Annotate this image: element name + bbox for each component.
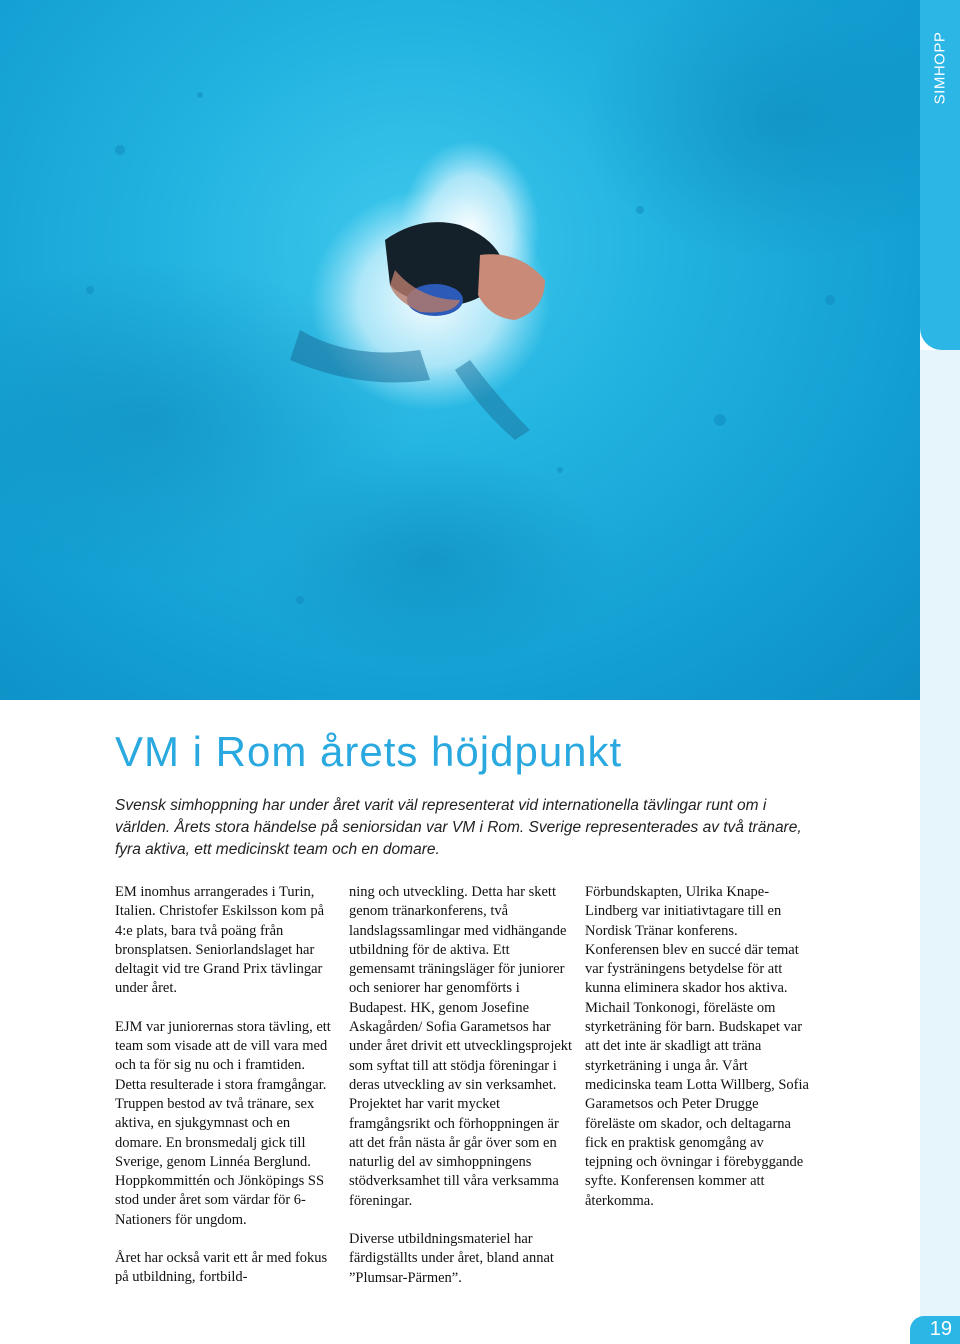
section-tab-label: SIMHOPP [931, 31, 949, 105]
diver-entering-pool-photo [0, 0, 920, 700]
section-tab [920, 0, 960, 350]
text-column-2 [349, 883, 574, 1307]
page-number-box [910, 1316, 960, 1344]
text-column-3 [585, 883, 810, 1230]
paragraph: Diverse utbildningsmateriel har färdigställts under året, bland annat ”Plumsar-Pärmen”. [349, 1231, 554, 1286]
text-column-1 [115, 883, 340, 1307]
side-margin-bar [920, 350, 960, 1344]
paragraph: EM inomhus arrangerades i Turin, Italien. Christofer Eskilsson kom på 4:e plats, bara två poäng från bronsplatsen. Seniorlandslaget har deltagit vid tre Grand Prix tävlingar under året. [115, 884, 325, 997]
paragraph: Förbundskapten, Ulrika Knape-Lindberg var initiativtagare till en Nordisk Tränar konferens. Konferensen blev en succé där temat var fysträningens betydelse för att kunna eliminera skador hos aktiva. Michail Tonkonogi, föreläste om styrketräning för barn. Budskapet var att det inte är skadligt att träna styrketräning i unga år. Vårt medicinska team Lotta Willberg, Sofia Garametsos och Peter Drugge föreläste om skador, och deltagarna fick en praktisk genomgång av tejpning och övningar i förebyggande syfte. Konferensen kommer att återkomma. [585, 884, 809, 1209]
paragraph: EJM var juniorernas stora tävling, ett team som visade att de vill vara med och ta för sig nu och i framtiden. Detta resulterade i stora framgångar. Truppen bestod av två tränare, sex aktiva, en sjukgymnast och en domare. En bronsmedalj gick till Sverige, genom Linnéa Berglund. Hoppkommittén och Jönköpings SS stod under året som värdar för 6-Nationers för ungdom. [115, 1018, 331, 1228]
article-title: VM i Rom årets höjdpunkt [115, 728, 623, 775]
diver-photo [0, 0, 920, 700]
article-lead: Svensk simhoppning har under året varit väl representerat vid internationella tävlingar runt om i världen. Årets stora händelse på seniorsidan var VM i Rom. Sverige representerades av två tränare, fyra aktiva, ett medicinskt team och en domare. [115, 797, 802, 858]
paragraph: ning och utveckling. Detta har skett genom tränarkonferens, två landslagssamlingar med vidhängande utbildning för de aktiva. Ett gemensamt träningsläger för juniorer och seniorer har genomförts i Budapest. HK, genom Josefine Askagården/ Sofia Garametsos har under året drivit ett utvecklingsprojekt som syftat till att stödja föreningar i deras utveckling av sin verksamhet. Projektet har varit mycket framgångsrikt och förhoppningen är att det från nästa år går över som en naturlig del av simhoppningens stödverksamhet till våra verksamma föreningar. [349, 884, 573, 1209]
page-number: 19 [929, 1318, 952, 1340]
paragraph: Året har också varit ett år med fokus på utbildning, fortbild- [115, 1250, 328, 1286]
